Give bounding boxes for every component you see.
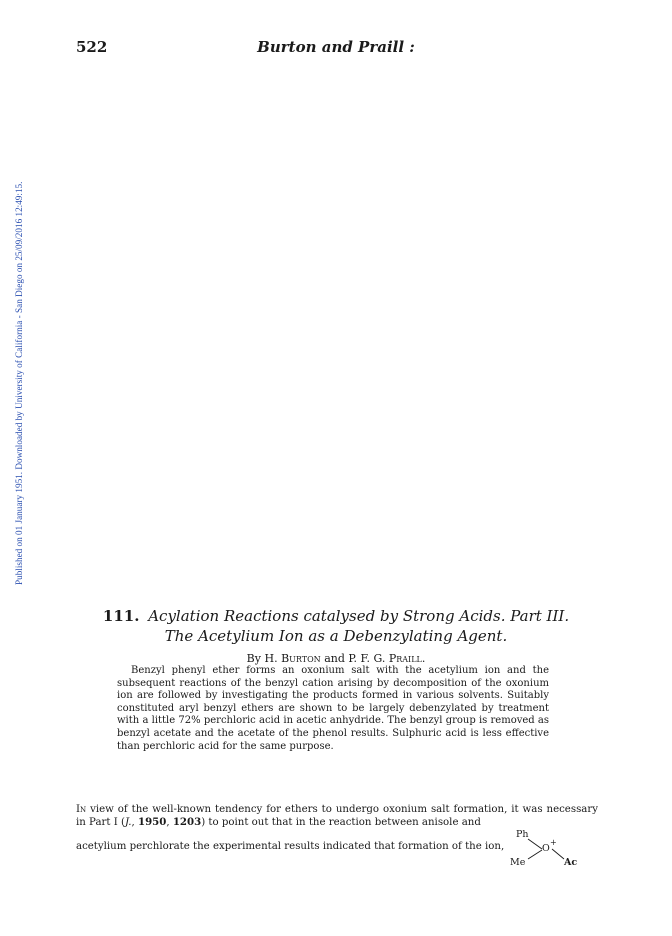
ion-charge: + [550,838,557,847]
article-number: 111. [102,607,140,625]
ion-oxygen: O [542,843,550,854]
ion-ph: Ph [516,829,529,840]
download-notice: Published on 01 January 1951. Downloaded by University of California - San Diego on 25/09/2016 12:49:15. [14,181,24,585]
body-paragraph [76,803,598,829]
body-text-2: , [131,817,138,828]
journal-citation: J. [124,817,132,828]
page-number: 522 [76,38,108,56]
ion-me: Me [510,857,526,868]
by-label: By [246,652,261,665]
body-last-line-text: acetylium perchlorate the experimental results indicated that formation of the ion, [76,841,505,852]
article-title-line-1 [0,606,672,626]
body-text-1: view of the well-known tendency for ethers to undergo oxonium salt formation, it was necessary in Part I ( [76,804,598,828]
authors-line [0,652,672,665]
and-label: and [324,652,345,665]
article-title-main: Acylation Reactions catalysed by Strong Acids. Part III. [148,607,570,625]
dropcap: In [76,804,87,815]
citation-page: 1203 [172,816,202,828]
running-title: Burton and Praill : [257,38,415,56]
citation-year: 1950 [137,816,167,828]
article-title-block [0,606,672,665]
abstract: Benzyl phenyl ether forms an oxonium salt with the acetylium ion and the subsequent reactions of the benzyl cation arising by decomposition of the oxonium ion are followed by investigating the products formed in various solvents. Suitably constituted aryl benzyl ethers are shown to be largely debenzylated by treatment with a little 72% perchloric acid in acetic anhydride. The benzyl group is removed as benzyl acetate and the acetate of the phenol results. Sulphuric acid is less effective than perchloric acid for the same purpose. [117,665,549,752]
bond-ph-o [528,839,542,849]
body-text-3: , [166,817,173,828]
bond-o-ac [552,849,564,859]
ion-ac: Ac [564,857,578,868]
article-title-line-2: The Acetylium Ion as a Debenzylating Agent. [164,627,508,645]
author-praill: P. F. G. Praill. [348,652,426,665]
author-burton: H. Burton [264,652,321,665]
body-text-4: ) to point out that in the reaction between anisole and [201,817,481,828]
bond-me-o [528,850,542,859]
body-last-line [76,829,598,869]
oxonium-ion-structure [508,829,598,869]
